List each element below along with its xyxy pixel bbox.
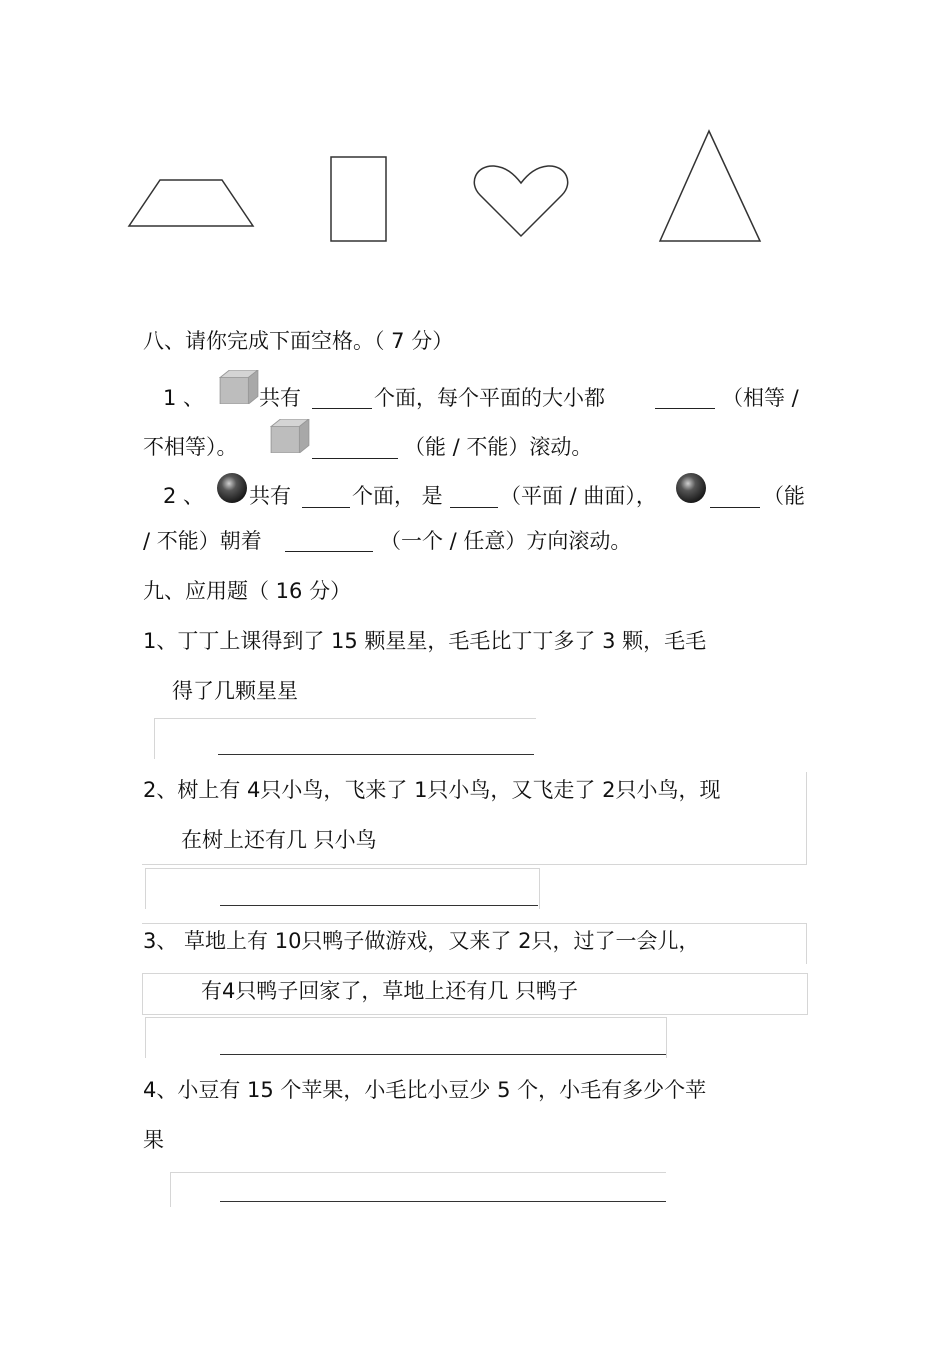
q1-text-b: 个面，每个平面的大小都 (374, 386, 605, 410)
cube-icon (219, 370, 259, 404)
section-9-heading: 九、应用题（ 16 分） (143, 579, 352, 603)
q2-blank-2[interactable] (450, 507, 498, 508)
problem-1-line2: 得了几颗星星 (172, 679, 298, 703)
q2-blank-1[interactable] (302, 507, 350, 508)
problem-2-line2: 在树上还有几 只小鸟 (181, 828, 377, 852)
triangle-icon (660, 131, 760, 241)
q2-blank-4[interactable] (285, 551, 373, 552)
q1-text-a: 共有 (259, 386, 301, 410)
q1-blank-2[interactable] (655, 408, 715, 409)
q2-blank-3[interactable] (710, 507, 760, 508)
problem-3-line1: 3、 草地上有 10只鸭子做游戏，又来了 2只，过了一会儿， (143, 929, 700, 953)
section-8-heading: 八、请你完成下面空格。（ 7 分） (143, 329, 454, 353)
q2-number: 2 、 (163, 484, 205, 508)
ball-icon-2 (674, 471, 708, 505)
q2-text-line2b: （一个 / 任意）方向滚动。 (380, 529, 632, 553)
answer-box-2 (145, 868, 540, 909)
problem-4-line1: 4、小豆有 15 个苹果，小毛比小豆少 5 个，小毛有多少个苹 (143, 1078, 707, 1102)
cube-icon-2 (270, 419, 310, 453)
answer-line-1[interactable] (218, 754, 534, 755)
q1-text-line2b: （能 / 不能）滚动。 (404, 435, 593, 459)
answer-line-2[interactable] (220, 905, 538, 906)
q2-text-a: 共有 (249, 484, 291, 508)
q2-text-c: （平面 / 曲面）， (500, 484, 657, 508)
q1-blank-3[interactable] (312, 458, 398, 459)
trapezoid-icon (129, 180, 253, 226)
answer-box-3 (145, 1017, 667, 1058)
q1-blank-1[interactable] (312, 408, 372, 409)
answer-line-4[interactable] (220, 1201, 666, 1202)
q1-number: 1 、 (163, 386, 205, 410)
heart-icon (474, 166, 567, 236)
ball-icon (215, 471, 249, 505)
problem-1-line1: 1、丁丁上课得到了 15 颗星星，毛毛比丁丁多了 3 颗，毛毛 (143, 629, 707, 653)
q1-text-c: （相等 / (722, 386, 799, 410)
problem-4-line2: 果 (143, 1128, 164, 1152)
q1-text-line2a: 不相等）。 (143, 435, 238, 459)
answer-line-3[interactable] (220, 1054, 666, 1055)
q2-text-d: （能 (763, 484, 805, 508)
rectangle-icon (331, 157, 386, 241)
answer-box-1 (154, 718, 536, 759)
shapes-row (0, 0, 950, 260)
problem-2-line1: 2、树上有 4只小鸟，飞来了 1只小鸟，又飞走了 2只小鸟，现 (143, 778, 721, 802)
q2-text-b: 个面， 是 (352, 484, 443, 508)
q2-text-line2a: / 不能）朝着 (143, 529, 262, 553)
problem-3-line2: 有4只鸭子回家了，草地上还有几 只鸭子 (201, 979, 579, 1003)
